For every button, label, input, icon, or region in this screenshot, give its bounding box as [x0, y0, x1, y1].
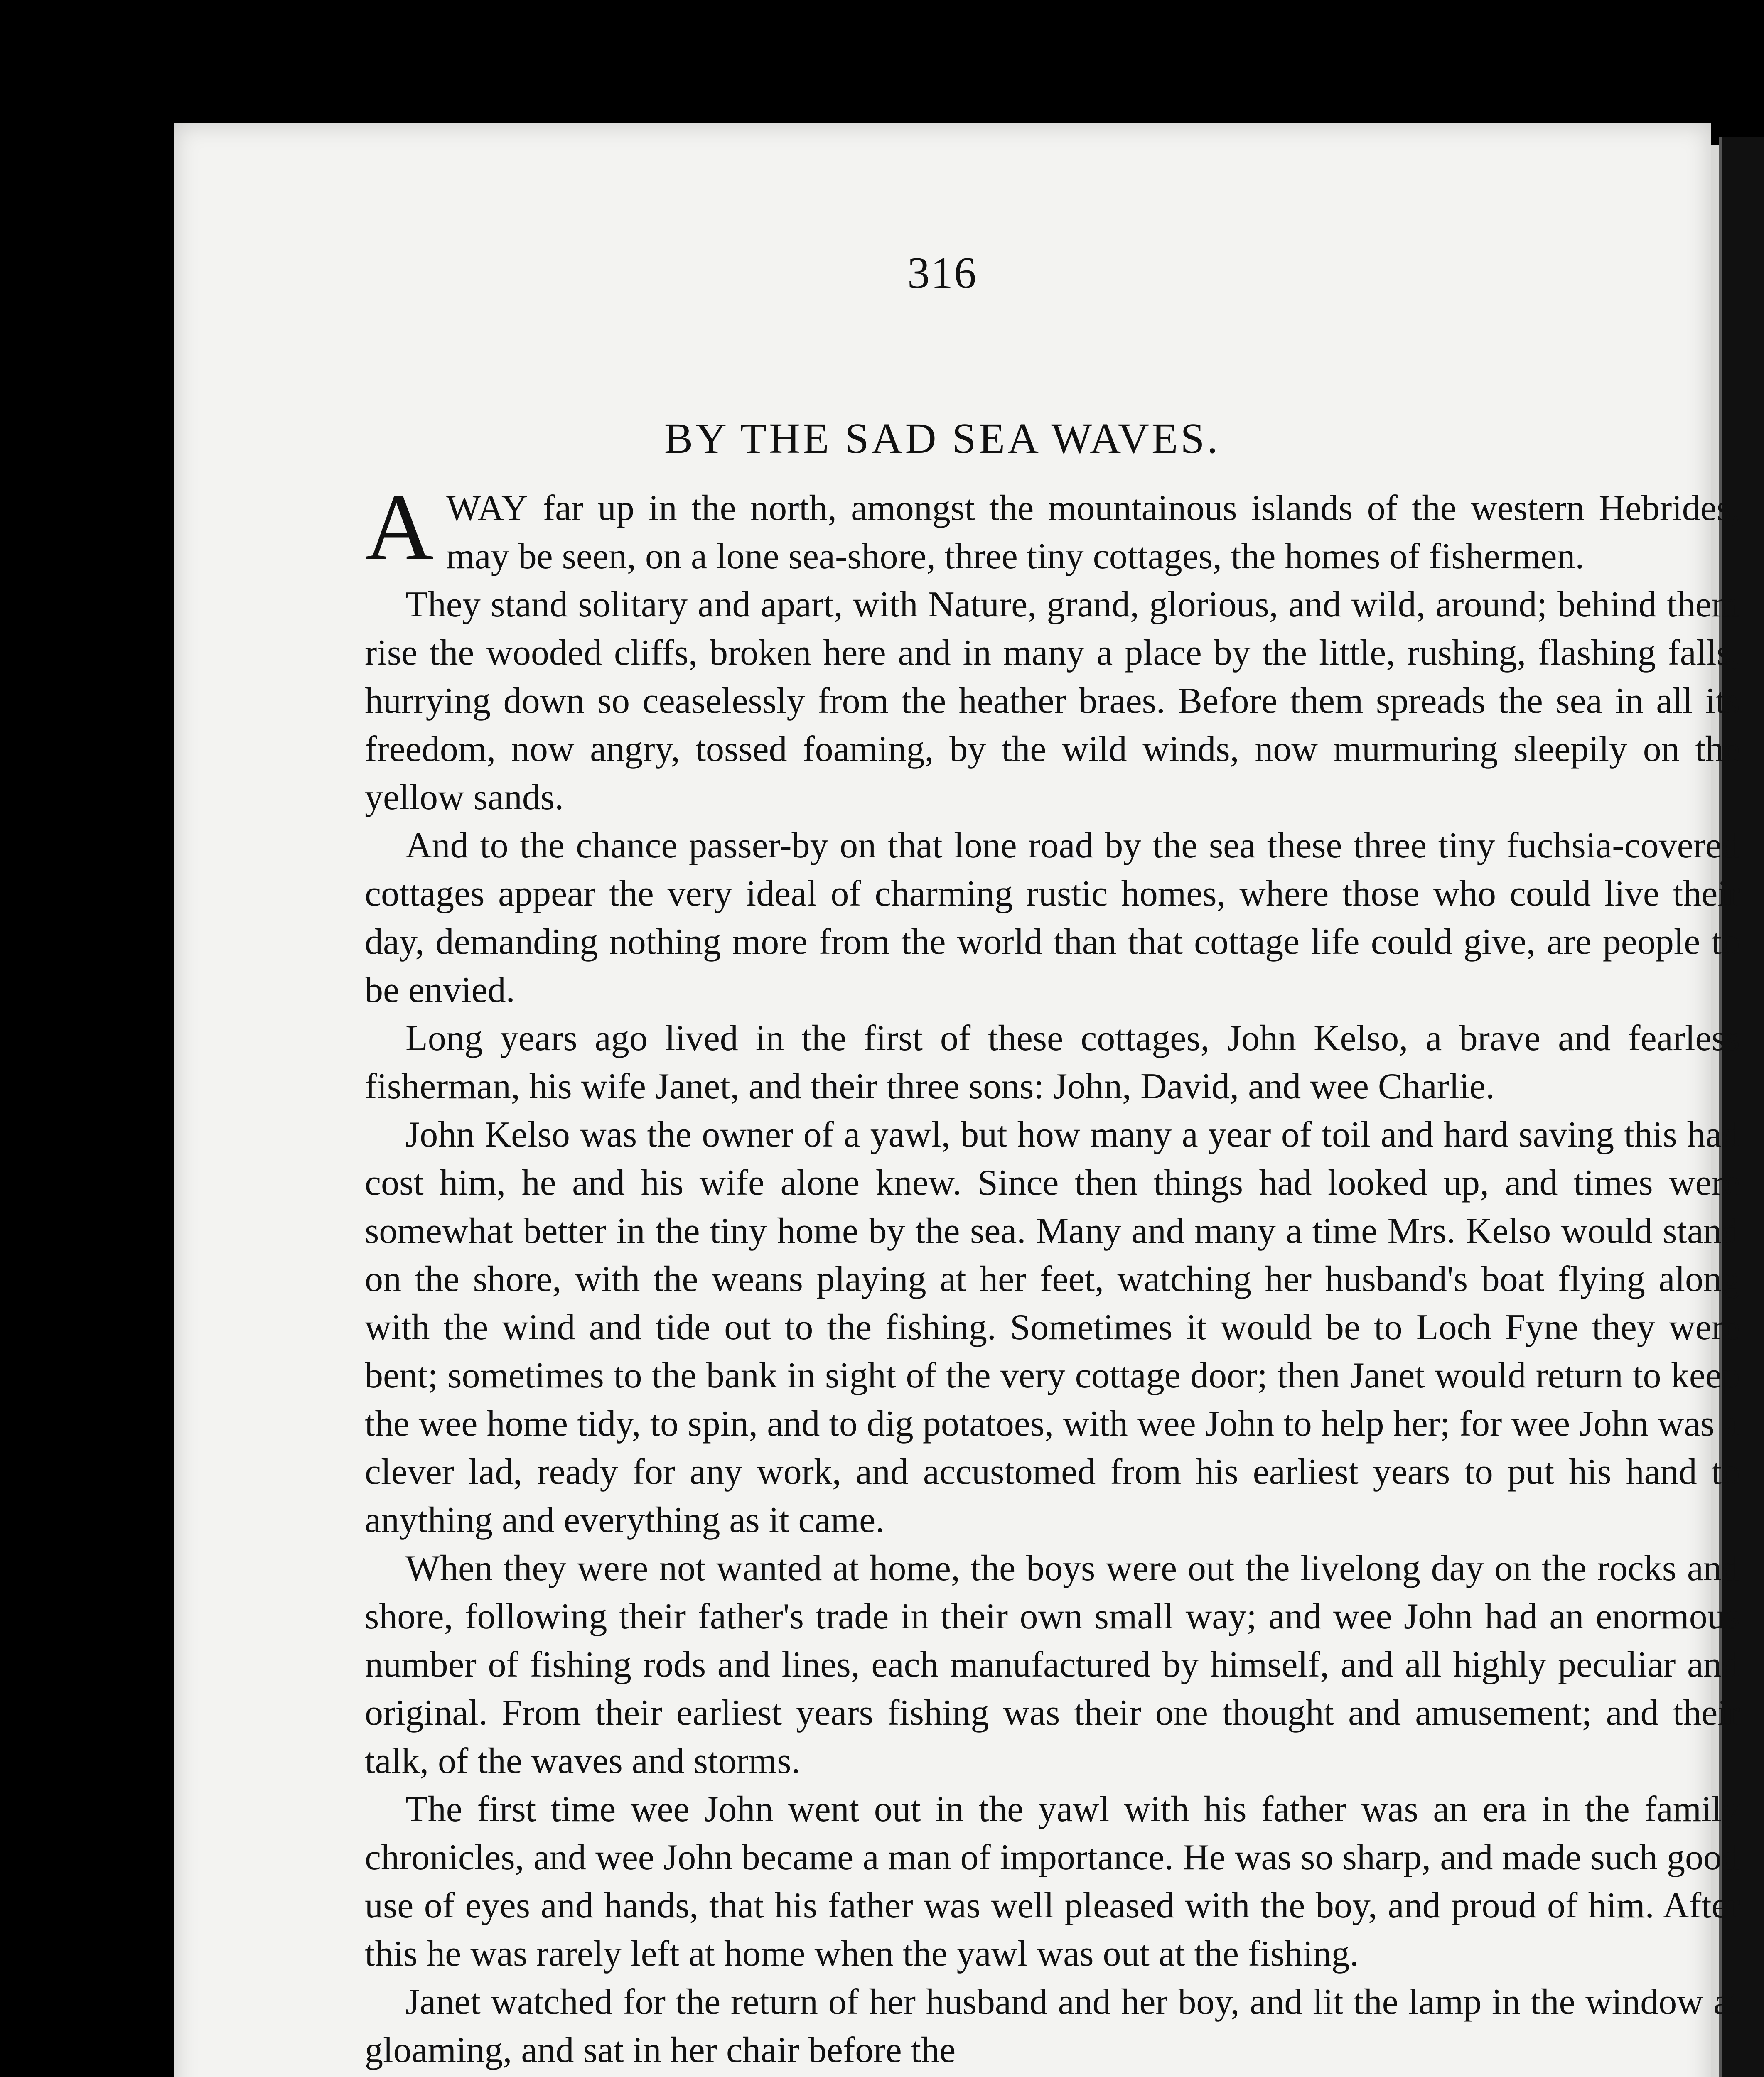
opening-text: far up in the north, amongst the mountainous islands of the western Hebrides, may be seen, on a lone sea-shore, three tiny cottages, the homes of fishermen. [446, 488, 1740, 577]
paragraph: And to the chance passer-by on that lone road by the sea these three tiny fuchsia-covered cottages appear the very ideal of charming rustic homes, where those who could live their day, demanding nothing more from the world than that cottage life could give, are people to be envied. [365, 825, 1740, 1010]
story-title: BY THE SAD SEA WAVES. [664, 415, 1221, 462]
paragraph: Janet watched for the return of her husband and her boy, and lit the lamp in the window at gloaming, and sat in her chair before the [365, 1982, 1740, 2070]
paragraph: When they were not wanted at home, the boys were out the livelong day on the rocks and shore, following their father's trade in their own small way; and wee John had an enormous number of fishing rods and lines, each manufactured by himself, and all highly peculiar and original. From their earliest years fishing was their one thought and amusement; and their talk, of the waves and storms. [365, 1548, 1740, 1781]
opening-small-caps: WAY [446, 488, 529, 528]
drop-cap-letter: A [365, 474, 434, 580]
book-page [174, 123, 1740, 2077]
opening-paragraph [365, 474, 1740, 581]
page-number: 316 [907, 248, 977, 298]
paragraph: Long years ago lived in the first of these cottages, John Kelso, a brave and fearless fisherman, his wife Janet, and their three sons: John, David, and wee Charlie. [365, 1018, 1740, 1107]
story-text [365, 474, 1740, 2075]
paragraph: John Kelso was the owner of a yawl, but how many a year of toil and hard saving this had cost him, he and his wife alone knew. Since then things had looked up, and times were somewhat better in the tiny home by the sea. Many and many a time Mrs. Kelso would stand on the shore, with the weans playing at her feet, watching her husband's boat flying along with the wind and tide out to the fishing. Sometimes it would be to Loch Fyne they were bent; sometimes to the bank in sight of the very cottage door; then Janet would return to keep the wee home tidy, to spin, and to dig potatoes, with wee John to help her; for wee John was a clever lad, ready for any work, and accustomed from his earliest years to put his hand to anything and everything as it came. [365, 1115, 1740, 1540]
paragraph: They stand solitary and apart, with Nature, grand, glorious, and wild, around; behind them rise the wooded cliffs, broken here and in many a place by the little, rushing, flashing falls, hurrying down so ceaselessly from the heather braes. Before them spreads the sea in all its freedom, now angry, tossed foaming, by the wild winds, now murmuring sleepily on the yellow sands. [365, 584, 1740, 818]
paragraph: The first time wee John went out in the yawl with his father was an era in the family chronicles, and wee John became a man of importance. He was so sharp, and made such good use of eyes and hands, that his father was well pleased with the boy, and proud of him. After this he was rarely left at home when the yawl was out at the fishing. [365, 1789, 1740, 1974]
